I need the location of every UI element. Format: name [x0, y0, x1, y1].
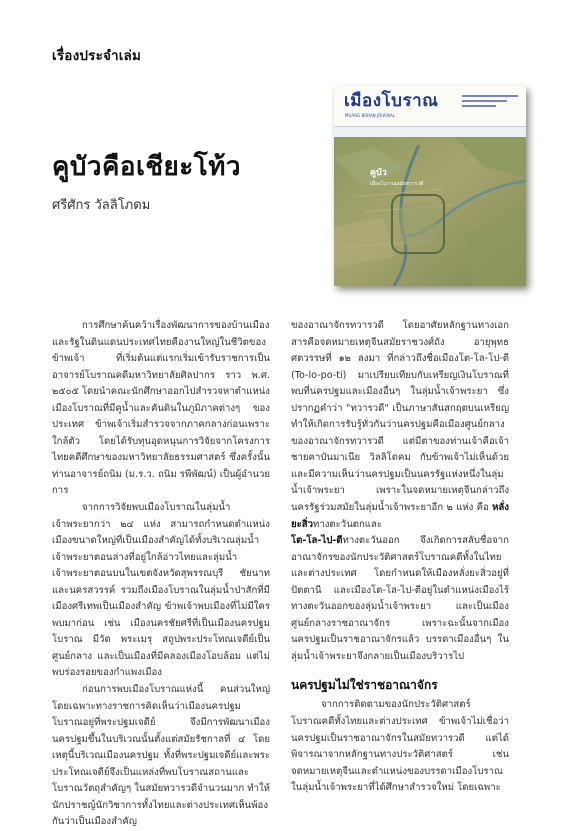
svg-text:เมืองโบราณสมัยทวารวดี: เมืองโบราณสมัยทวารวดี: [370, 181, 424, 187]
magazine-cover-image: [334, 86, 526, 286]
body-paragraph: [291, 318, 509, 665]
cover-masthead: เมืองโบราณ: [344, 91, 439, 111]
bold-term: โต-โล-ไป-ตี: [291, 535, 343, 547]
cover-header: [334, 86, 526, 126]
body-paragraph: จากการวิจัยพบเมืองโบราณในลุ่มน้ำเจ้าพระยากว่า ๒๔ แห่ง สามารถกำหนดตำแหน่งเมืองขนาดใหญ่ที่เป็นเมืองสำคัญได้ทั้งบริเวณลุ่มน้ำเจ้าพระยาตอนล่างที่อยู่ใกล้อ่าวไทยและลุ่มน้ำเจ้าพระยาตอนบนในเขตจังหวัดสุพรรณบุรี ชัยนาท และนครสวรรค์ รวมถึงเมืองโบราณในลุ่มน้ำป่าสักที่มีเมืองศรีเทพเป็นเมืองสำคัญ ข้าพเจ้าพบเมืองที่ไม่มีใครพบมาก่อน เช่น เมืองนครชัยศรีที่เป็นเมืองนครปฐมโบราณ มีวัด พระเมรุ สถูปพระประโทณเจดีย์เป็นศูนย์กลาง และเป็นเมืองที่มีคลองเมืองโอบล้อม แต่ไม่พบร่องรอยของกำแพงเมือง: [52, 502, 270, 679]
body-column-right: [291, 318, 509, 797]
body-paragraph: การศึกษาค้นคว้าเรื่องพัฒนาการของบ้านเมืองและรัฐในดินแดนประเทศไทยคืองานใหญ่ในชีวิตของข้าพเจ้า ที่เริ่มต้นแต่แรกเริ่มเข้ารับราชการเป็นอาจารย์โบราณคดีมหาวิทยาลัยศิลปากร ราว พ.ศ. ๒๕๐๕ โดยนำคณะนักศึกษาออกไปสำรวจหาตำแหน่งเมืองโบราณที่มีคูน้ำและคันดินในภูมิภาคต่างๆ ของประเทศ ข้าพเจ้าเริ่มสำรวจจากภาคกลางก่อนเพราะใกล้ตัว โดยได้รับทุนอุดหนุนการวิจัยจากโครงการไทยคดีศึกษาของมหาวิทยาลัยธรรมศาสตร์ ซึ่งครั้งนั้นท่านอาจารย์ถนิม (ม.ร.ว. ถนิม รพีพัฒน์) เป็นผู้อำนวยการ: [52, 320, 270, 497]
body-text: ทางตะวันออก จึงเกิดการสลับชื่อจากอาณาจักรของนักประวัติศาสตร์โบราณคดีทั้งในไทยและต่างประเทศ โดยกำหนดให้เมืองหลั่งยะสิ่วอยู่ที่ปัตตานี และเมืองโต-โล-ไป-ตีอยู่ในตำแหน่งเมืองไร้ทางตะวันออกของลุ่มน้ำเจ้าพระยา และเป็นเมืองศูนย์กลางราชอาณาจักร เพราะฉะนั้นจากเมืองนครปฐมเป็นราชอาณาจักรแล้ว บรรดาเมืองอื่นๆ ในลุ่มน้ำเจ้าพระยาจึงกลายเป็นเมืองบริวารไป: [291, 535, 509, 662]
section-label: เรื่องประจำเล่ม: [52, 48, 142, 64]
svg-text:คูบัว: คูบัว: [370, 168, 387, 178]
body-paragraph: จากการติดตามของนักประวัติศาสตร์โบราณคดีทั้งไทยและต่างประเทศ ข้าพเจ้าไม่เชื่อว่านครปฐมเป็นราชอาณาจักรในสมัยทวารวดี แต่ได้พิจารณาจากหลักฐานทางประวัติศาสตร์ เช่น จดหมายเหตุจีนและตำแหน่งของบรรดาเมืองโบราณในลุ่มน้ำเจ้าพระยาที่ได้ศึกษาสำรวจใหม่ โดยเฉพาะ: [291, 699, 509, 794]
bold-term: หลั่งยะสิ่ว: [291, 502, 509, 530]
article-author: ศรีศักร วัลลิโภดม: [52, 198, 151, 213]
section-subheading: นครปฐมไม่ใช่ราชอาณาจักร: [291, 678, 438, 693]
cover-aerial-photo: [334, 137, 526, 286]
cover-masthead-subtitle: MUANG BORAN JOURNAL: [345, 113, 395, 118]
body-paragraph: ก่อนการพบเมืองโบราณแห่งนี้ คนส่วนใหญ่โดยเฉพาะทางราชการคิดเห็นว่าเมืองนครปฐมโบราณอยู่ที่พระปฐมเจดีย์ จึงมีการพัฒนาเมืองนครปฐมขึ้นในบริเวณนั้นตั้งแต่สมัยรัชกาลที่ ๔ โดยเหตุนี้บริเวณเมืองนครปฐม ทั้งที่พระปฐมเจดีย์และพระประโทณเจดีย์จึงเป็นแหล่งที่พบโบราณสถานและโบราณวัตถุสำคัญๆ ในสมัยทวารวดีจำนวนมาก ทำให้นักปราชญ์นักวิชาการทั้งไทยและต่างประเทศเห็นพ้องกันว่าเป็นเมืองสำคัญ: [52, 684, 270, 828]
cover-issue-info: [462, 95, 518, 109]
article-title: คูบัวคือเชียะโท้ว: [52, 152, 241, 182]
body-column-left: [52, 318, 270, 831]
body-text: ทางตะวันตกและ: [313, 518, 383, 530]
body-text: ของอาณาจักรทวารวดี โดยอาศัยหลักฐานทางเอกสารคือจดหมายเหตุจีนสมัยราชวงศ์ถัง อายุพุทธศตวรรษที่ ๑๒ ลงมา ที่กล่าวถึงชื่อเมืองโต-โล-โป-ตี (To-lo-po-ti) มาเปรียบเทียบกับเหรียญเงินโบราณที่พบที่นครปฐมและเมืองอื่นๆ ในลุ่มน้ำเจ้าพระยา ซึ่งปรากฏคำว่า "ทวารวดี" เป็นภาษาสันสกฤตบนเหรียญ ทำให้เกิดการรับรู้ทั่วกันว่านครปฐมคือเมืองศูนย์กลางของอาณาจักรทวารวดี แต่มีตาของท่านเจ้าคือเจ้าชายคาบันมาเนีย วิลลิโดคม กับข้าพเจ้าไม่เห็นด้วย และมีความเห็นว่านครปฐมเป็นนครรัฐแห่งหนึ่งในลุ่มน้ำเจ้าพระยา เพราะในจดหมายเหตุจีนกล่าวถึงนครรัฐร่วมสมัยในลุ่มน้ำเจ้าพระยาอีก ๒ แห่ง คือ: [291, 320, 509, 514]
